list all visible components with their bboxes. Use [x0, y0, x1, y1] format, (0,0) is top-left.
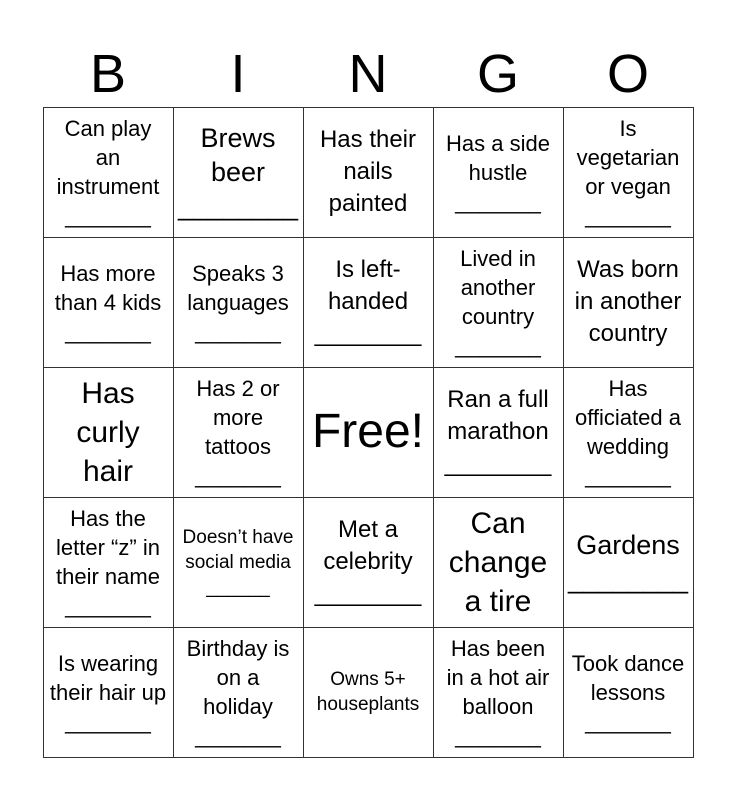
header-letter-o: O — [606, 44, 649, 104]
bingo-cell[interactable]: Owns 5+ houseplants — [303, 627, 434, 758]
bingo-cell[interactable]: Ran a full marathon ________ — [433, 367, 564, 498]
header-letter-g: G — [476, 44, 519, 104]
bingo-cell[interactable]: Can change a tire — [433, 497, 564, 628]
bingo-cell[interactable]: Speaks 3 languages _______ — [173, 237, 304, 368]
bingo-cell[interactable]: Has their nails painted — [303, 107, 434, 238]
bingo-cell[interactable]: Has 2 or more tattoos _______ — [173, 367, 304, 498]
bingo-cell[interactable]: Has curly hair — [43, 367, 174, 498]
bingo-cell[interactable]: Gardens ________ — [563, 497, 694, 628]
bingo-header — [43, 40, 693, 108]
bingo-cell[interactable]: Has a side hustle _______ — [433, 107, 564, 238]
bingo-cell[interactable]: Is wearing their hair up _______ — [43, 627, 174, 758]
bingo-board — [43, 107, 693, 757]
header-letter-i: I — [230, 44, 246, 104]
bingo-cell[interactable]: Took dance lessons _______ — [563, 627, 694, 758]
bingo-cell[interactable]: Is vegetarian or vegan _______ — [563, 107, 694, 238]
bingo-cell[interactable]: Birthday is on a holiday _______ — [173, 627, 304, 758]
header-letter-n: N — [348, 44, 388, 104]
bingo-cell[interactable]: Was born in another country — [563, 237, 694, 368]
bingo-cell[interactable]: Lived in another country _______ — [433, 237, 564, 368]
bingo-cell[interactable]: Doesn’t have social media ______ — [173, 497, 304, 628]
bingo-cell[interactable]: Can play an instrument _______ — [43, 107, 174, 238]
header-letter-b: B — [89, 44, 127, 104]
bingo-cell[interactable]: Has been in a hot air balloon _______ — [433, 627, 564, 758]
bingo-cell[interactable]: Met a celebrity ________ — [303, 497, 434, 628]
bingo-cell[interactable]: Is left-handed ________ — [303, 237, 434, 368]
free-space-cell[interactable]: Free! — [303, 367, 434, 498]
bingo-cell[interactable]: Has the letter “z” in their name _______ — [43, 497, 174, 628]
bingo-cell[interactable]: Brews beer ________ — [173, 107, 304, 238]
bingo-cell[interactable]: Has more than 4 kids _______ — [43, 237, 174, 368]
bingo-cell[interactable]: Has officiated a wedding _______ — [563, 367, 694, 498]
